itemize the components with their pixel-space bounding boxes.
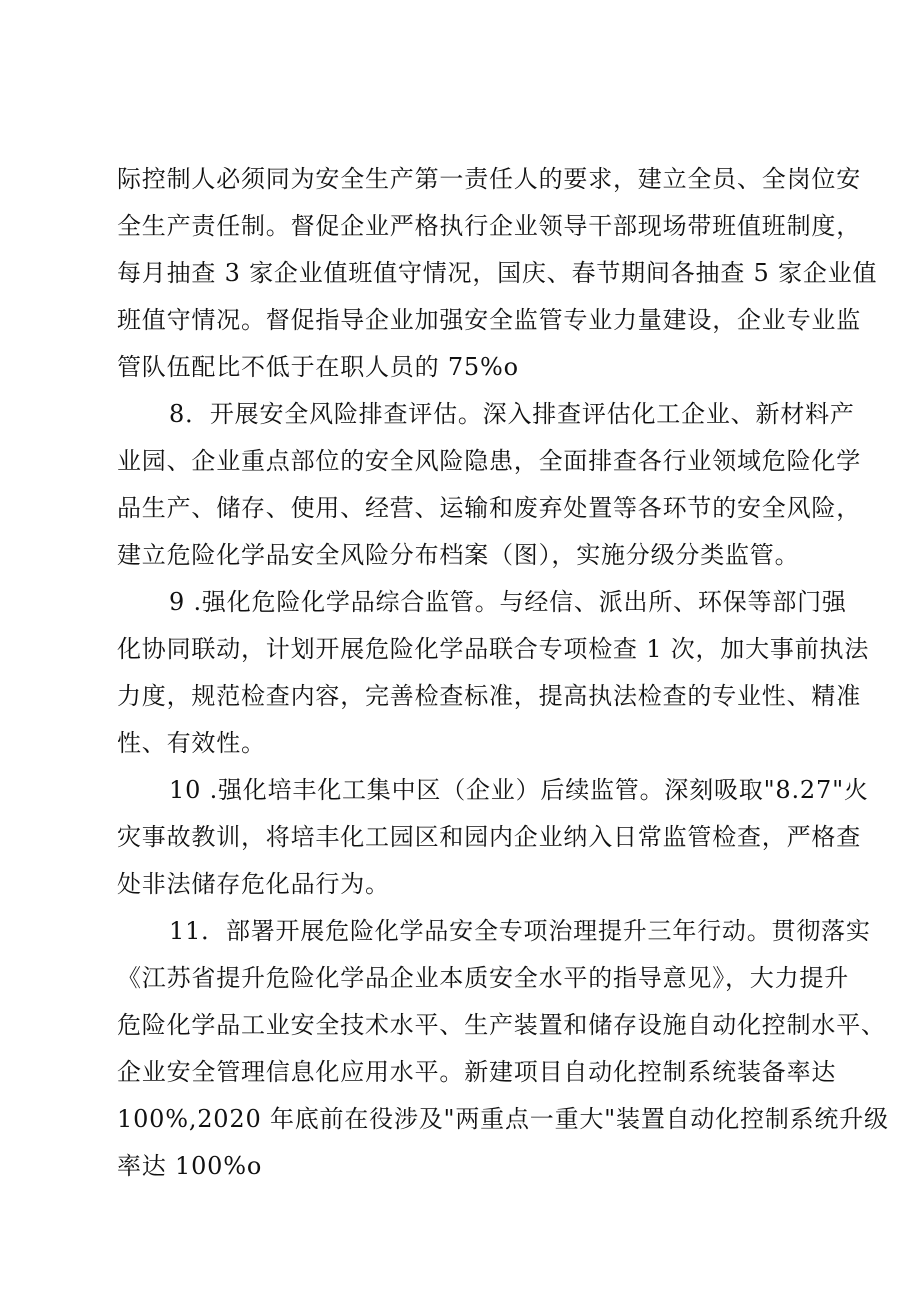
- text-line: 100%,2020 年底前在役涉及"两重点一重大"装置自动化控制系统升级: [117, 1105, 889, 1133]
- text-line: 业园、企业重点部位的安全风险隐患，全面排查各行业领域危险化学: [117, 447, 861, 475]
- text-line: 处非法储存危化品行为。: [117, 870, 390, 898]
- text-line: 11．部署开展危险化学品安全专项治理提升三年行动。贯彻落实: [169, 917, 871, 945]
- paragraph-item-8: [117, 391, 861, 579]
- text-line: 率达 100%o: [117, 1152, 263, 1180]
- text-line: 10 .强化培丰化工集中区（企业）后续监管。深刻吸取"8.27"火: [169, 776, 869, 804]
- text-line: 8．开展安全风险排查评估。深入排查评估化工企业、新材料产: [169, 400, 855, 428]
- paragraph-item-10: [117, 767, 869, 908]
- text-line: 班值守情况。督促指导企业加强安全监管专业力量建设，企业专业监: [117, 306, 861, 334]
- paragraph-item-11: [117, 908, 889, 1190]
- text-line: 企业安全管理信息化应用水平。新建项目自动化控制系统装备率达: [117, 1058, 837, 1086]
- text-line: 每月抽查 3 家企业值班值守情况，国庆、春节期间各抽查 5 家企业值: [117, 259, 878, 287]
- text-line: 性、有效性。: [117, 729, 266, 757]
- paragraph-responsibility: [117, 156, 878, 391]
- text-line: 全生产责任制。督促企业严格执行企业领导干部现场带班值班制度，: [117, 212, 861, 240]
- text-line: 品生产、储存、使用、经营、运输和废弃处置等各环节的安全风险，: [117, 494, 861, 522]
- text-line: 力度，规范检查内容，完善检查标准，提高执法检查的专业性、精准: [117, 682, 861, 710]
- text-line: 化协同联动，计划开展危险化学品联合专项检查 1 次，加大事前执法: [117, 635, 870, 663]
- text-line: 9 .强化危险化学品综合监管。与经信、派出所、环保等部门强: [169, 588, 847, 616]
- text-line: 际控制人必须同为安全生产第一责任人的要求，建立全员、全岗位安: [117, 165, 861, 193]
- text-line: 建立危险化学品安全风险分布档案（图），实施分级分类监管。: [117, 541, 800, 569]
- text-line: 灾事故教训，将培丰化工园区和园内企业纳入日常监管检查，严格查: [117, 823, 861, 851]
- document-body: [117, 156, 889, 1190]
- text-line: 管队伍配比不低于在职人员的 75%o: [117, 353, 519, 381]
- text-line: 危险化学品工业安全技术水平、生产装置和储存设施自动化控制水平、: [117, 1011, 886, 1039]
- paragraph-item-9: [117, 579, 870, 767]
- text-line: 《江苏省提升危险化学品企业本质安全水平的指导意见》，大力提升: [117, 964, 849, 992]
